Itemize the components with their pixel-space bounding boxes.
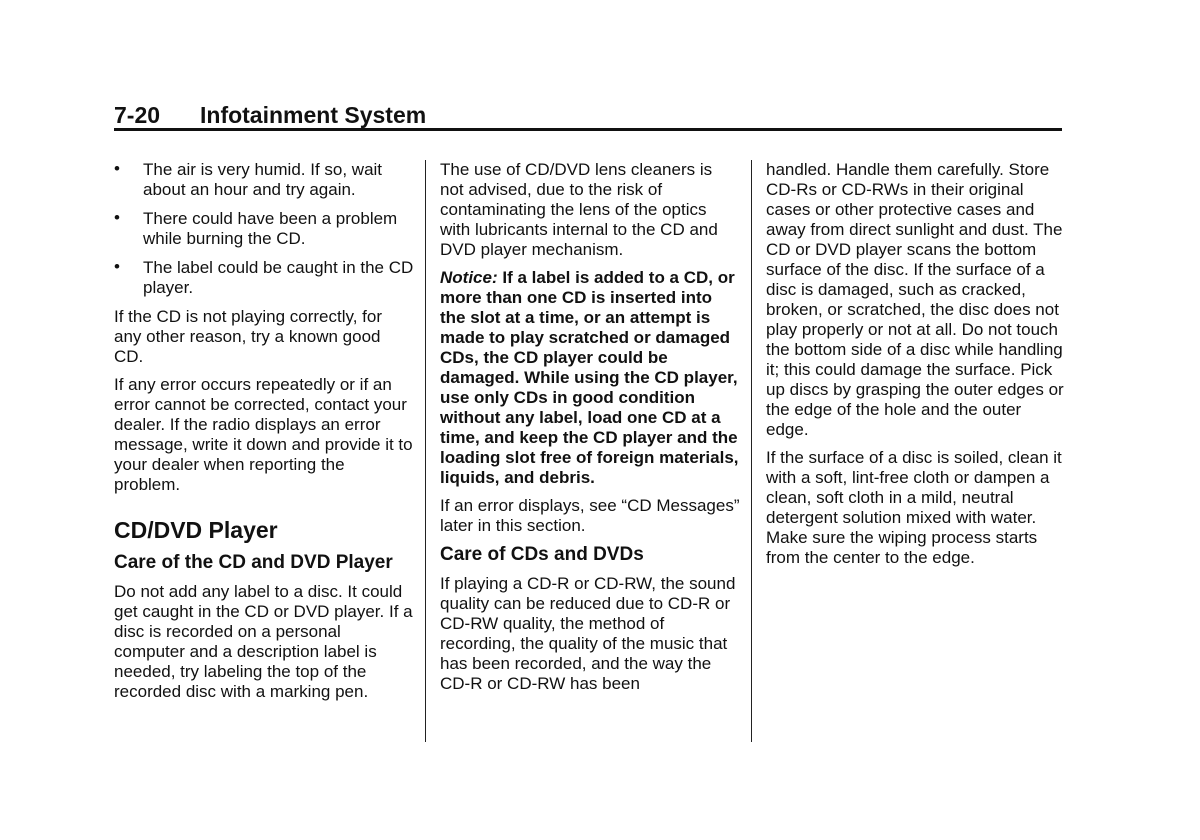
bullet-icon: • [114, 208, 120, 227]
bullet-icon: • [114, 159, 120, 178]
paragraph: If the surface of a disc is soiled, clean it with a soft, lint-free cloth or dampen a clean, soft cloth in a mild, neutral detergent solution mixed with water. Make sure the wiping process starts from the center to the edge. [766, 448, 1062, 567]
bullet-text: There could have been a problem while burning the CD. [143, 209, 398, 248]
bullet-item [114, 258, 414, 298]
column-left [114, 160, 414, 710]
column-divider [751, 160, 752, 742]
section-title: Infotainment System [200, 102, 427, 128]
paragraph: The use of CD/DVD lens cleaners is not advised, due to the risk of contaminating the lens of the optics with lubricants internal to the CD and DVD player mechanism. [440, 160, 718, 259]
heading-cd-dvd-player: CD/DVD Player [114, 517, 278, 543]
paragraph: If the CD is not playing correctly, for any other reason, try a known good CD. [114, 307, 383, 366]
notice-block [440, 268, 740, 488]
paragraph: If playing a CD-R or CD-RW, the sound quality can be reduced due to CD-R or CD-RW quality, the method of recording, the quality of the music that has been recorded, and the way the CD-R or CD-RW has been [440, 574, 736, 693]
page-number: 7-20 [114, 102, 161, 128]
bullet-icon: • [114, 257, 120, 276]
paragraph: Do not add any label to a disc. It could get caught in the CD or DVD player. If a disc is recorded on a personal computer and a description label is needed, try labeling the top of the recorded disc with a marking pen. [114, 582, 413, 701]
heading-care-cd-dvd-player: Care of the CD and DVD Player [114, 552, 393, 573]
header-rule [114, 128, 1062, 131]
column-divider [425, 160, 426, 742]
bullet-text: The label could be caught in the CD player. [143, 258, 414, 297]
bullet-item [114, 209, 414, 249]
bullet-text: The air is very humid. If so, wait about an hour and try again. [143, 160, 383, 199]
notice-label: Notice: [440, 268, 498, 287]
column-middle [440, 160, 740, 702]
paragraph: handled. Handle them carefully. Store CD-Rs or CD-RWs in their original cases or other protective cases and away from direct sunlight and dust. The CD or DVD player scans the bottom surface of the disc. If the surface of a disc is damaged, such as cracked, broken, or scratched, the disc does not play properly or not at all. Do not touch the bottom side of a disc while handling it; this could damage the surface. Pick up discs by grasping the outer edges or the edge of the hole and the outer edge. [766, 160, 1064, 439]
paragraph: If any error occurs repeatedly or if an error cannot be corrected, contact your dealer. If the radio displays an error message, write it down and provide it to your dealer when reporting the problem. [114, 375, 413, 494]
notice-text: If a label is added to a CD, or more than one CD is inserted into the slot at a time, or an attempt is made to play scratched or damaged CDs, the CD player could be damaged. While using the CD player, use only CDs in good condition without any label, load one CD at a time, and keep the CD player and the loading slot free of foreign materials, liquids, and debris. [440, 268, 739, 487]
heading-care-cds-dvds: Care of CDs and DVDs [440, 544, 644, 565]
paragraph: If an error displays, see “CD Messages” later in this section. [440, 496, 740, 535]
column-right [766, 160, 1066, 576]
bullet-item [114, 160, 414, 200]
